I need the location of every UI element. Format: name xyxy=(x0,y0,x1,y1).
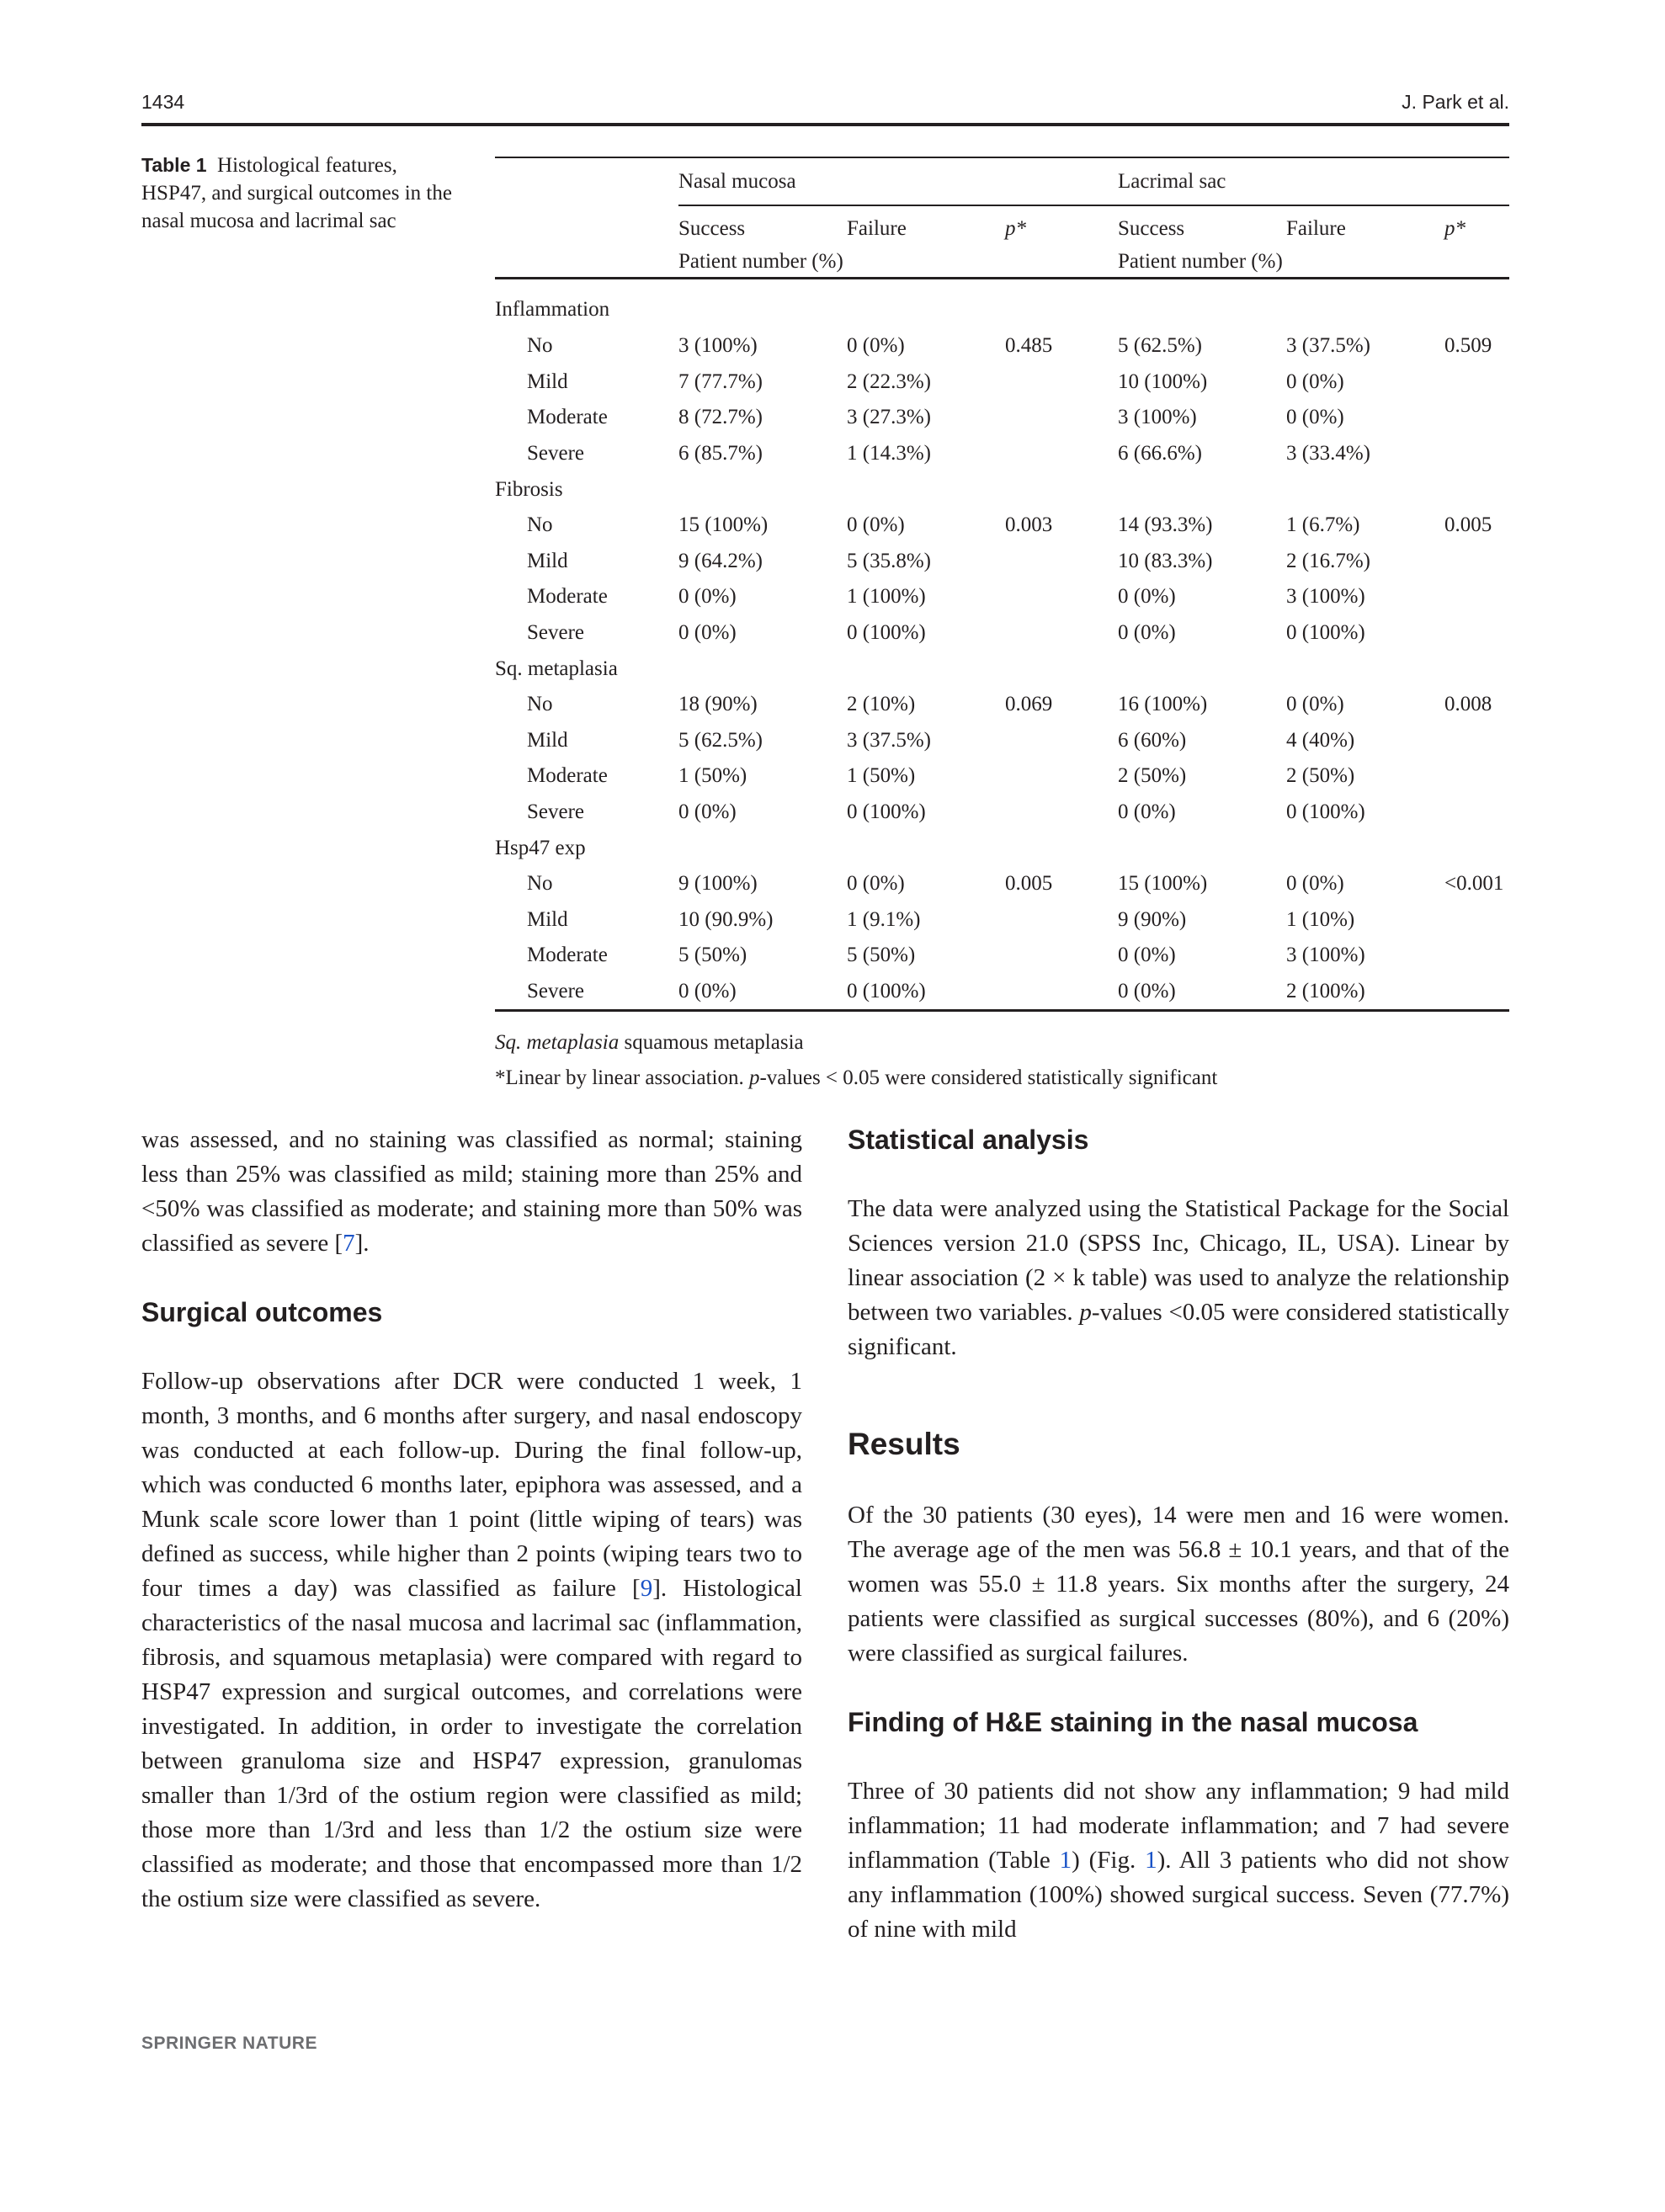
publisher-logo: SPRINGER NATURE xyxy=(141,2034,317,2053)
unit-label: Patient number (%) xyxy=(678,247,1118,279)
table-section-row xyxy=(495,279,1509,329)
table-row xyxy=(495,974,1509,1011)
table-section-row xyxy=(495,830,1509,866)
table-cell xyxy=(1005,615,1118,651)
table-cell: 9 (64.2%) xyxy=(678,549,763,572)
table-cell: 0.003 xyxy=(1005,513,1053,537)
table-cell: 1 (9.1%) xyxy=(847,907,921,931)
table-cell: 5 (35.8%) xyxy=(847,549,931,572)
row-label: Mild xyxy=(527,549,568,572)
table-cell xyxy=(1444,723,1509,759)
table-cell: 0.005 xyxy=(1005,872,1053,896)
table-cell xyxy=(1444,364,1509,401)
table-cell: 0 (0%) xyxy=(1118,944,1176,967)
table-cell xyxy=(1444,579,1509,615)
paragraph: Follow-up observations after DCR were conducted 1 week, 1 month, 3 months, and 6 months after surgery, and nasal endoscopy was conducted at each follow-up. During the final follow-up, which was conducted 6 months later, epiphora was assessed, and a Munk scale score lower than 1 point (little wiping of tears) was defined as success, while higher than 2 points (wiping tears two to four times a day) was classified as failure [9]. Histological characteristics of the nasal mucosa and lacrimal sac (inflammation, fibrosis, and squamous metaplasia) were compared with regard to HSP47 expression and surgical outcomes, and correlations were investigated. In addition, in order to investigate the correlation between granuloma size and HSP47 expression, granulomas smaller than 1/3rd of the ostium region were classified as mild; those more than 1/3rd and less than 1/2 the ostium size were classified as moderate; and those that encompassed more than 1/2 the ostium size were classified as severe. xyxy=(141,1368,802,1912)
table-cell xyxy=(1005,938,1118,974)
table-cell: 0.008 xyxy=(1444,693,1492,716)
table-cell: 0 (100%) xyxy=(847,974,1005,1011)
table-cell xyxy=(1005,758,1118,795)
table-cell: 2 (16.7%) xyxy=(1286,549,1370,572)
table-row xyxy=(495,723,1509,759)
table-cell: 0 (0%) xyxy=(847,513,905,537)
table-cell: 0 (0%) xyxy=(1118,585,1176,609)
table-cell xyxy=(1005,579,1118,615)
table-cell: 1 (100%) xyxy=(847,585,926,609)
citation-link[interactable]: 1 xyxy=(1059,1847,1072,1874)
table-cell: 0 (0%) xyxy=(1286,370,1344,393)
section-heading-surgical-outcomes: Surgical outcomes xyxy=(141,1297,383,1327)
table-header-row xyxy=(495,157,1509,205)
page-number: 1434 xyxy=(141,91,185,113)
table-section-row xyxy=(495,471,1509,508)
row-label: Moderate xyxy=(527,406,608,429)
row-label: No xyxy=(527,334,553,358)
table-caption-text: Histological features, HSP47, and surgical outcomes in the nasal mucosa and lacrimal sac xyxy=(141,154,452,232)
table-cell: 10 (100%) xyxy=(1118,370,1208,393)
table-cell: 0 (0%) xyxy=(1286,872,1344,896)
table-body xyxy=(495,157,1509,1011)
section-label: Hsp47 exp xyxy=(495,836,586,859)
table-cell: 0 (0%) xyxy=(1286,693,1344,716)
table-cell: 1 (50%) xyxy=(847,764,916,788)
table-row xyxy=(495,508,1509,544)
table-row xyxy=(495,866,1509,902)
table-row xyxy=(495,579,1509,615)
abbreviation-term: Sq. metaplasia xyxy=(495,1031,620,1054)
table-cell xyxy=(1005,436,1118,472)
table-cell: 16 (100%) xyxy=(1118,693,1208,716)
table-cell: 0 (0%) xyxy=(678,974,847,1011)
table-row xyxy=(495,436,1509,472)
section-label: Inflammation xyxy=(495,298,610,321)
table-row xyxy=(495,400,1509,436)
row-label: Severe xyxy=(527,800,585,824)
citation-link[interactable]: 9 xyxy=(640,1575,653,1602)
row-label: Severe xyxy=(495,974,678,1011)
running-head xyxy=(141,82,1509,126)
table-cell: 2 (50%) xyxy=(1286,764,1355,788)
header-rule xyxy=(141,123,1509,126)
table-cell xyxy=(1444,436,1509,472)
row-label: Mild xyxy=(527,728,568,752)
table-row xyxy=(495,687,1509,723)
table-cell: 4 (40%) xyxy=(1286,728,1355,752)
table-cell: 5 (62.5%) xyxy=(678,728,763,752)
table-cell: 0 (0%) xyxy=(678,585,737,609)
table-cell: 1 (50%) xyxy=(678,764,747,788)
subheader-p: p* xyxy=(1005,217,1026,240)
table-cell: 9 (90%) xyxy=(1118,907,1187,931)
table-cell xyxy=(1005,364,1118,401)
table-cell xyxy=(1444,758,1509,795)
table-cell: 1 (6.7%) xyxy=(1286,513,1360,537)
table-cell: 6 (66.6%) xyxy=(1118,442,1202,465)
table-section-row xyxy=(495,651,1509,687)
table-cell: <0.001 xyxy=(1444,872,1504,896)
table-cell: 0 (0%) xyxy=(847,872,905,896)
table-row xyxy=(495,758,1509,795)
table-cell: 10 (90.9%) xyxy=(678,907,774,931)
row-label: No xyxy=(527,693,553,716)
table-cell: 10 (83.3%) xyxy=(1118,549,1213,572)
table-cell: 0 (100%) xyxy=(847,800,926,824)
citation-link[interactable]: 1 xyxy=(1145,1847,1157,1874)
subheader-success: Success xyxy=(678,217,746,240)
group-header-lacrimal: Lacrimal sac xyxy=(1118,157,1509,205)
table-cell xyxy=(1005,902,1118,939)
section-heading-results: Results xyxy=(848,1427,960,1461)
table-cell xyxy=(1444,615,1509,651)
table-cell xyxy=(1005,544,1118,580)
table-row xyxy=(495,615,1509,651)
table-subheader-row xyxy=(495,205,1509,247)
table-cell: 7 (77.7%) xyxy=(678,370,763,393)
subheader-failure: Failure xyxy=(847,217,907,240)
table-cell: 0 (100%) xyxy=(847,621,926,645)
table-cell xyxy=(1005,795,1118,831)
table-caption-label: Table 1 xyxy=(141,154,207,176)
right-column xyxy=(848,1123,1509,1947)
table-row xyxy=(495,328,1509,364)
section-label: Sq. metaplasia xyxy=(495,657,618,680)
table-cell: 3 (100%) xyxy=(1286,585,1365,609)
row-label: No xyxy=(527,872,553,896)
section-label: Fibrosis xyxy=(495,477,563,501)
table-cell: 9 (100%) xyxy=(678,872,758,896)
table-row xyxy=(495,795,1509,831)
table-cell xyxy=(1444,902,1509,939)
subheader-failure: Failure xyxy=(1286,217,1346,240)
section-heading-statistical-analysis: Statistical analysis xyxy=(848,1125,1089,1155)
table-cell: 8 (72.7%) xyxy=(678,406,763,429)
table-cell: 2 (10%) xyxy=(847,693,916,716)
table-cell: 0.005 xyxy=(1444,513,1492,537)
data-table xyxy=(495,157,1509,1012)
table-footnotes xyxy=(495,1025,1509,1096)
table-cell: 0 (0%) xyxy=(847,334,905,358)
table-cell: 14 (93.3%) xyxy=(1118,513,1213,537)
table-cell: 6 (85.7%) xyxy=(678,442,763,465)
table-cell: 1 (10%) xyxy=(1286,907,1355,931)
table-cell xyxy=(1444,400,1509,436)
table-row xyxy=(495,544,1509,580)
table-cell xyxy=(1444,938,1509,974)
abbreviation-footnote xyxy=(495,1025,1509,1061)
table-cell: 5 (62.5%) xyxy=(1118,334,1202,358)
subheader-success: Success xyxy=(1118,217,1185,240)
table-cell: 3 (100%) xyxy=(1118,406,1197,429)
table-cell: 0.485 xyxy=(1005,334,1053,358)
left-column xyxy=(141,1123,802,1917)
table-cell: 0 (0%) xyxy=(1118,800,1176,824)
table-cell: 0.509 xyxy=(1444,334,1492,358)
row-label: Moderate xyxy=(527,944,608,967)
row-label: No xyxy=(527,513,553,537)
table-cell: 0 (0%) xyxy=(678,800,737,824)
table-cell: 0 (100%) xyxy=(1286,800,1365,824)
table-unit-row xyxy=(495,247,1509,279)
table-cell: 0 (0%) xyxy=(1118,621,1176,645)
group-header-nasal: Nasal mucosa xyxy=(678,157,1118,205)
row-label: Severe xyxy=(527,621,585,645)
paragraph: Of the 30 patients (30 eyes), 14 were men and 16 were women. The average age of the men was 56.8 ± 10.1 years, and that of the women was 55.0 ± 11.8 years. Six months after the surgery, 24 patients were classified as surgical successes (80%), and 6 (20%) were classified as surgical failures. xyxy=(848,1502,1509,1667)
table-cell: 2 (50%) xyxy=(1118,764,1187,788)
row-label: Mild xyxy=(527,370,568,393)
table-row xyxy=(495,364,1509,401)
table-cell xyxy=(1005,974,1118,1011)
table-caption xyxy=(141,152,461,235)
table-cell: 2 (22.3%) xyxy=(847,370,931,393)
table-cell: 2 (100%) xyxy=(1286,974,1444,1011)
statistics-footnote: *Linear by linear association. p-values < 0.05 were considered statistically significant xyxy=(495,1066,1218,1089)
table-cell xyxy=(1444,544,1509,580)
table-cell xyxy=(1005,723,1118,759)
subheader-p: p* xyxy=(1444,217,1466,240)
table-cell: 3 (100%) xyxy=(1286,944,1365,967)
row-label: Severe xyxy=(527,442,585,465)
table-cell xyxy=(1444,795,1509,831)
table-cell: 0 (0%) xyxy=(1118,974,1286,1011)
section-heading-he-staining: Finding of H&E staining in the nasal mucosa xyxy=(848,1707,1418,1737)
table-row xyxy=(495,902,1509,939)
unit-label: Patient number (%) xyxy=(1118,247,1509,279)
table-cell: 3 (33.4%) xyxy=(1286,442,1370,465)
table-cell: 1 (14.3%) xyxy=(847,442,931,465)
table-cell: 15 (100%) xyxy=(678,513,769,537)
paragraph: The data were analyzed using the Statistical Package for the Social Sciences version 21.0 (SPSS Inc, Chicago, IL, USA). Linear by linear association (2 × k table) was used to analyze the relationship between two variables. p-values <0.05 were considered statistically significant. xyxy=(848,1195,1509,1360)
table-container xyxy=(495,157,1509,1012)
citation-link[interactable]: 7 xyxy=(343,1230,355,1257)
table-cell xyxy=(1444,974,1509,1011)
table-cell: 0.069 xyxy=(1005,693,1053,716)
table-cell: 3 (100%) xyxy=(678,334,758,358)
table-cell: 5 (50%) xyxy=(678,944,747,967)
table-cell: 0 (100%) xyxy=(1286,621,1365,645)
table-cell: 3 (27.3%) xyxy=(847,406,931,429)
table-cell: 15 (100%) xyxy=(1118,872,1208,896)
table-cell: 3 (37.5%) xyxy=(847,728,931,752)
table-cell xyxy=(1005,400,1118,436)
table-cell: 6 (60%) xyxy=(1118,728,1187,752)
table-row xyxy=(495,938,1509,974)
row-label: Moderate xyxy=(527,585,608,609)
paragraph: was assessed, and no staining was classified as normal; staining less than 25% was classified as mild; staining more than 25% and <50% was classified as moderate; and staining more than 50% was classified as severe [7]. xyxy=(141,1126,802,1257)
paragraph: Three of 30 patients did not show any inflammation; 9 had mild inflammation; 11 had moderate inflammation; and 7 had severe inflammation (Table 1) (Fig. 1). All 3 patients who did not show any inflammation (100%) showed surgical success. Seven (77.7%) of nine with mild xyxy=(848,1778,1510,1943)
row-label: Moderate xyxy=(527,764,608,788)
row-label: Mild xyxy=(527,907,568,931)
table-cell: 3 (37.5%) xyxy=(1286,334,1370,358)
abbreviation-definition: squamous metaplasia xyxy=(619,1031,804,1054)
table-cell: 18 (90%) xyxy=(678,693,758,716)
running-author: J. Park et al. xyxy=(1402,91,1509,113)
table-cell: 0 (0%) xyxy=(678,621,737,645)
table-cell: 0 (0%) xyxy=(1286,406,1344,429)
table-cell: 5 (50%) xyxy=(847,944,916,967)
